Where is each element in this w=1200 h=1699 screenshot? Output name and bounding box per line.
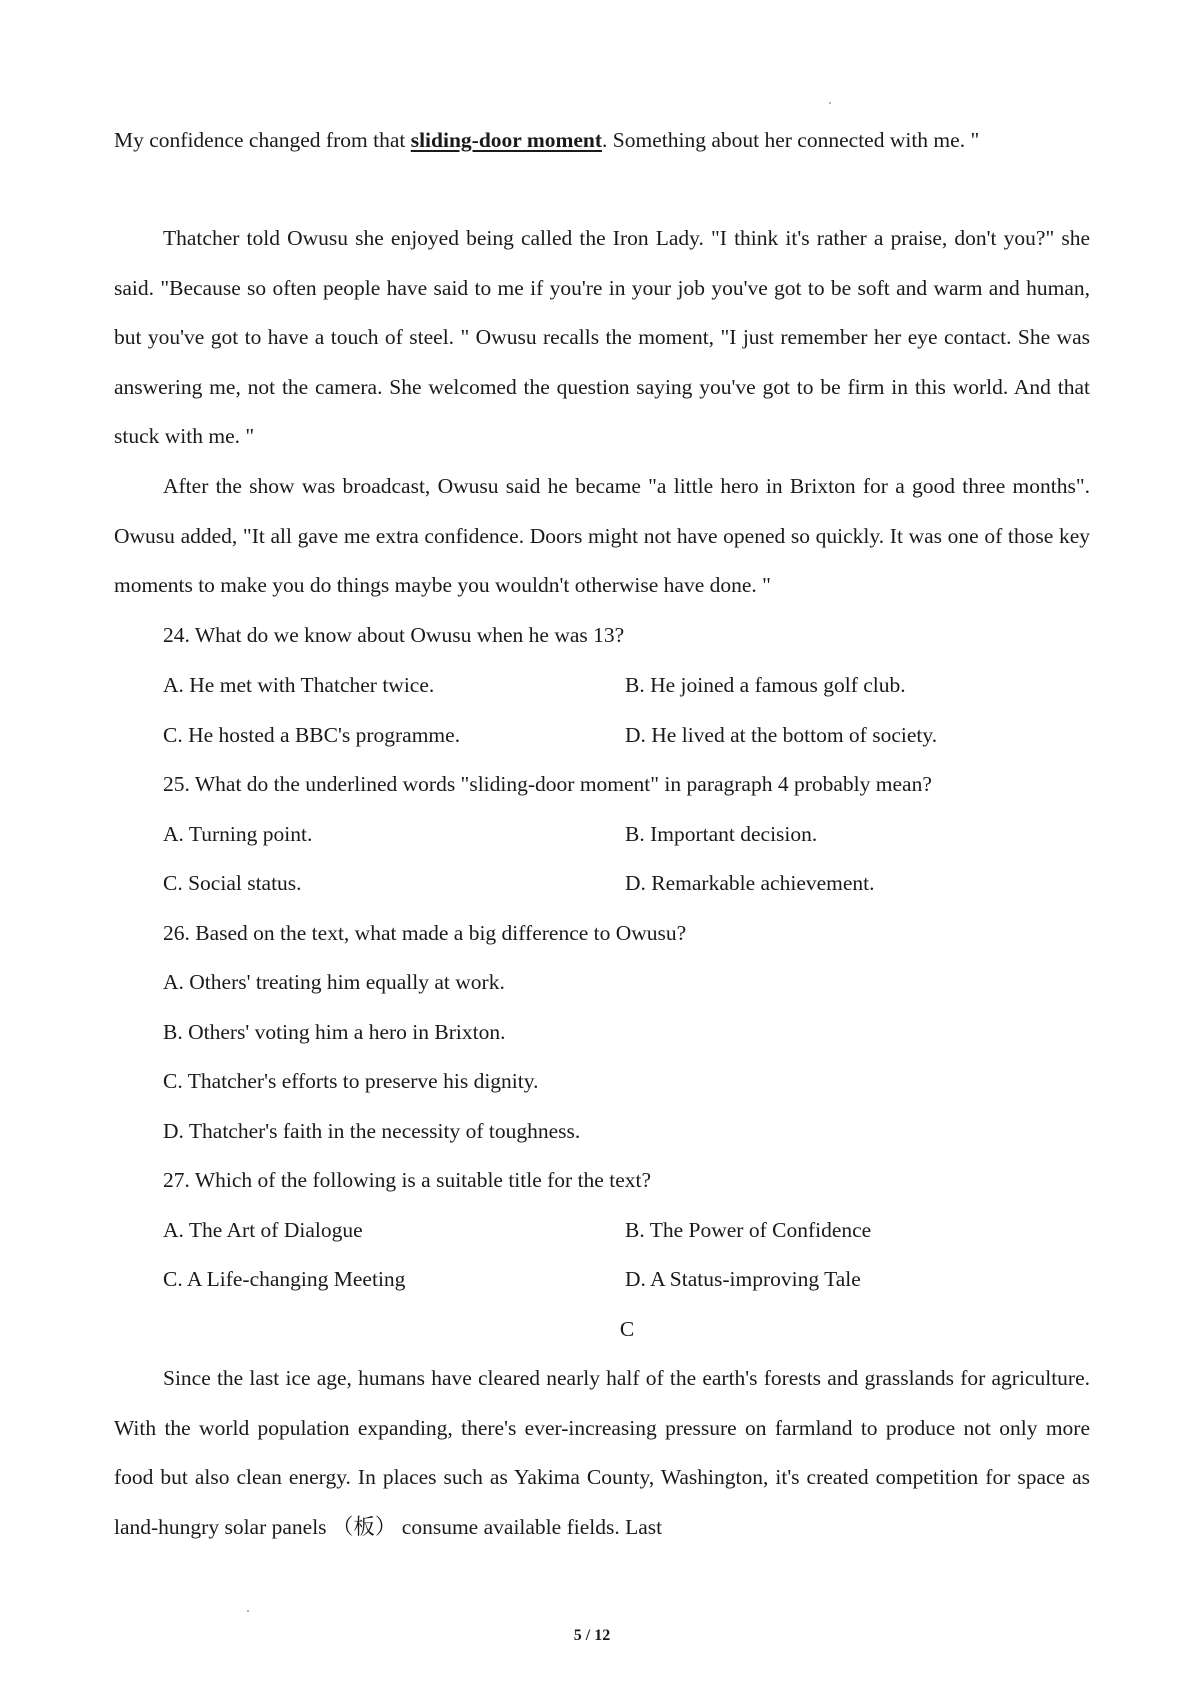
scan-speck — [829, 102, 831, 104]
question-stem: 27. Which of the following is a suitable title for the text? — [163, 1168, 652, 1192]
question-stem: 25. What do the underlined words "sliding-door moment" in paragraph 4 probably mean? — [163, 772, 932, 796]
question-stem: 26. Based on the text, what made a big difference to Owusu? — [163, 921, 687, 945]
answer-option: A. He met with Thatcher twice. — [163, 673, 435, 697]
answer-option: A. Others' treating him equally at work. — [163, 970, 505, 994]
answer-option: C. Social status. — [163, 871, 302, 895]
scan-speck — [247, 1610, 249, 1612]
passage-paragraph — [114, 116, 1090, 166]
section-heading: C — [619, 1317, 635, 1341]
page-number: 5 / 12 — [573, 1627, 611, 1644]
passage-paragraph: After the show was broadcast, Owusu said he became "a little hero in Brixton for a good three months". Owusu added, "It all gave me extra confidence. Doors might not have opened so quickly. It was one of those key moments to make you do things maybe you wouldn't otherwise have done. " — [114, 474, 1090, 598]
answer-option: D. Remarkable achievement. — [625, 871, 875, 895]
answer-option: C. A Life-changing Meeting — [163, 1267, 406, 1291]
answer-option: B. The Power of Confidence — [625, 1218, 872, 1242]
answer-option: D. He lived at the bottom of society. — [625, 723, 938, 747]
answer-option: D. A Status-improving Tale — [625, 1267, 861, 1291]
question-stem: 24. What do we know about Owusu when he was 13? — [163, 623, 625, 647]
paragraph-text: . Something about her connected with me. " — [602, 128, 980, 152]
answer-option: C. He hosted a BBC's programme. — [163, 723, 461, 747]
paragraph-text: My confidence changed from that — [114, 128, 411, 152]
answer-option: D. Thatcher's faith in the necessity of toughness. — [163, 1119, 581, 1143]
answer-option: C. Thatcher's efforts to preserve his dignity. — [163, 1069, 539, 1093]
answer-option: B. Important decision. — [625, 822, 818, 846]
answer-option: B. Others' voting him a hero in Brixton. — [163, 1020, 506, 1044]
underlined-term: sliding-door moment — [410, 128, 603, 152]
answer-option: B. He joined a famous golf club. — [625, 673, 906, 697]
answer-option: A. The Art of Dialogue — [163, 1218, 363, 1242]
passage-paragraph: Thatcher told Owusu she enjoyed being called the Iron Lady. "I think it's rather a praise, don't you?" she said. "Because so often people have said to me if you're in your job you've got to be soft and warm and human, but you've got to have a touch of steel. " Owusu recalls the moment, "I just remember her eye contact. She was answering me, not the camera. She welcomed the question saying you've got to be firm in this world. And that stuck with me. " — [114, 226, 1090, 449]
answer-option: A. Turning point. — [163, 822, 313, 846]
passage-paragraph: Since the last ice age, humans have cleared nearly half of the earth's forests and grasslands for agriculture. With the world population expanding, there's ever-increasing pressure on farmland to produce not only more food but also clean energy. In places such as Yakima County, Washington, it's created competition for space as land-hungry solar panels （板） consume available fields. Last — [114, 1366, 1090, 1539]
